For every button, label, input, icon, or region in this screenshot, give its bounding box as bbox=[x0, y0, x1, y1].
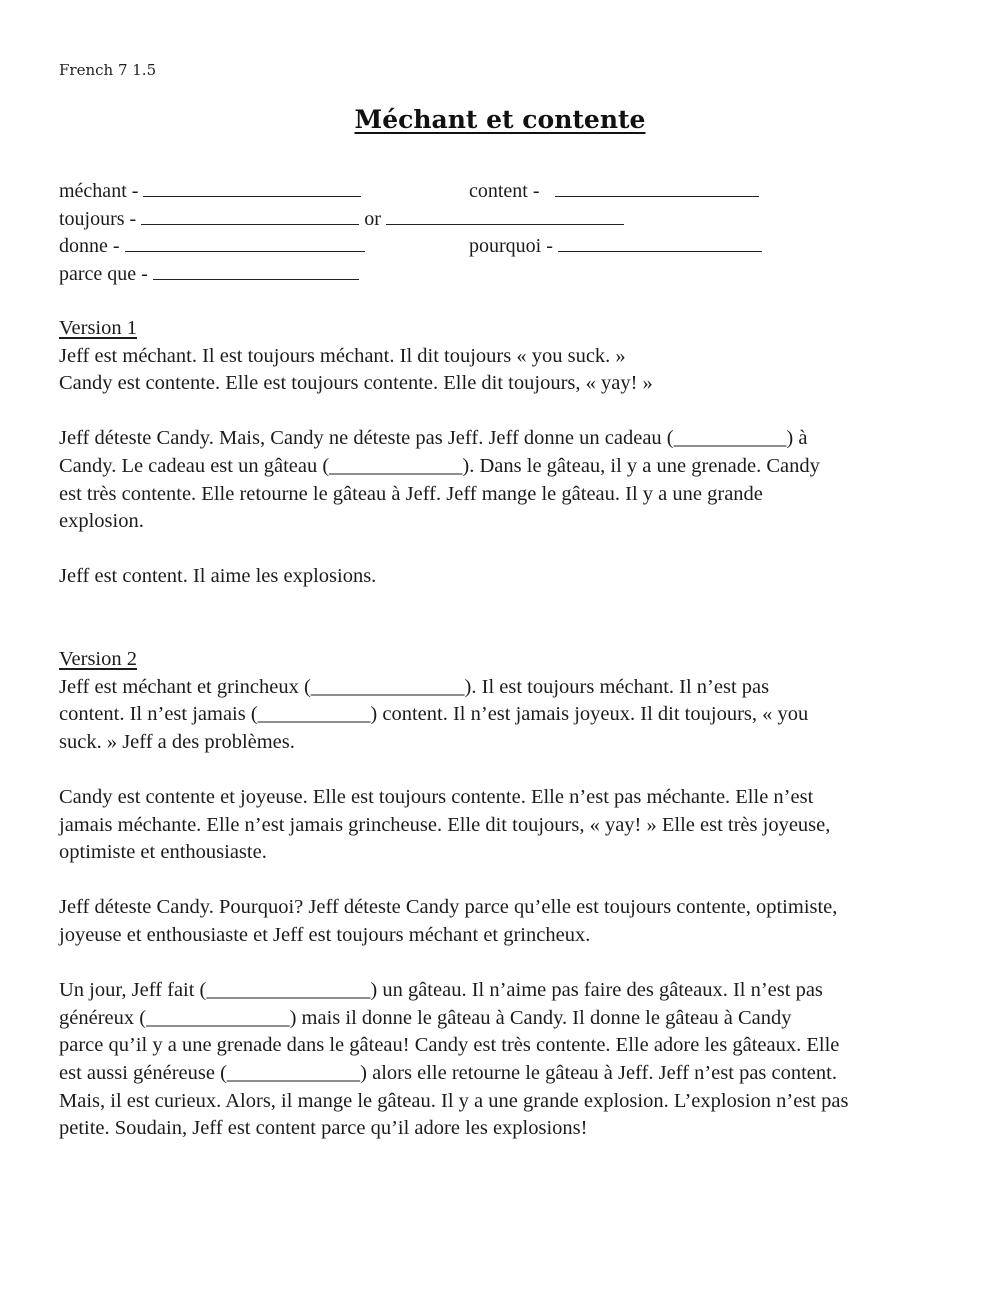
vocab-row bbox=[59, 205, 939, 233]
text-line: explosion. bbox=[59, 510, 144, 533]
vocab-label-parce-que: parce que - bbox=[59, 262, 148, 285]
vocab-row bbox=[59, 232, 939, 260]
vocab-blank-parce-que[interactable] bbox=[153, 260, 359, 280]
text-line: est aussi généreuse (_____________) alors elle retourne le gâteau à Jeff. Jeff n’est pas content. bbox=[59, 1061, 837, 1084]
text-line: content. Il n’est jamais (___________) content. Il n’est jamais joyeux. Il dit toujours, « you bbox=[59, 703, 809, 726]
version-1-heading: Version 1 bbox=[59, 317, 138, 339]
text-line: Jeff est content. Il aime les explosions. bbox=[59, 565, 377, 588]
version-2-paragraph-3 bbox=[59, 894, 949, 949]
vocab-blank-toujours-1[interactable] bbox=[141, 205, 359, 225]
text-line: généreux (______________) mais il donne le gâteau à Candy. Il donne le gâteau à Candy bbox=[59, 1006, 792, 1029]
vocab-blank-donne[interactable] bbox=[125, 232, 365, 252]
text-line: est très contente. Elle retourne le gâteau à Jeff. Jeff mange le gâteau. Il y a une grande bbox=[59, 482, 763, 505]
text-line: Jeff est méchant. Il est toujours méchant. Il dit toujours « you suck. » bbox=[59, 344, 626, 367]
text-line: jamais méchante. Elle n’est jamais grincheuse. Elle dit toujours, « yay! » Elle est très joyeuse, bbox=[59, 813, 831, 836]
version-1-paragraph-2 bbox=[59, 425, 949, 535]
text-line: optimiste et enthousiaste. bbox=[59, 841, 267, 864]
version-1-section bbox=[59, 315, 949, 591]
text-line: petite. Soudain, Jeff est content parce qu’il adore les explosions! bbox=[59, 1117, 588, 1140]
version-2-paragraph-1 bbox=[59, 674, 949, 757]
text-line: Candy est contente. Elle est toujours contente. Elle dit toujours, « yay! » bbox=[59, 372, 653, 395]
text-line: Jeff est méchant et grincheux (_______________). Il est toujours méchant. Il n’est pas bbox=[59, 675, 770, 698]
text-line: Jeff déteste Candy. Mais, Candy ne déteste pas Jeff. Jeff donne un cadeau (___________) à bbox=[59, 427, 808, 450]
version-1-paragraph-1 bbox=[59, 343, 949, 398]
vocab-label-pourquoi: pourquoi - bbox=[469, 235, 553, 257]
text-line: Un jour, Jeff fait (________________) un gâteau. Il n’aime pas faire des gâteaux. Il n’est pas bbox=[59, 979, 823, 1002]
text-line: suck. » Jeff a des problèmes. bbox=[59, 730, 295, 753]
class-label: French 7 1.5 bbox=[59, 61, 157, 79]
version-1-paragraph-3 bbox=[59, 563, 949, 591]
text-line: Candy est contente et joyeuse. Elle est toujours contente. Elle n’est pas méchante. Elle n’est bbox=[59, 785, 814, 808]
text-line: Jeff déteste Candy. Pourquoi? Jeff déteste Candy parce qu’elle est toujours contente, optimiste, bbox=[59, 896, 838, 919]
text-line: joyeuse et enthousiaste et Jeff est toujours méchant et grincheux. bbox=[59, 923, 591, 946]
text-line: parce qu’il y a une grenade dans le gâteau! Candy est très contente. Elle adore les gâteaux. Elle bbox=[59, 1034, 840, 1057]
version-2-paragraph-4 bbox=[59, 977, 949, 1143]
vocab-row bbox=[59, 260, 939, 288]
version-2-section bbox=[59, 646, 949, 1143]
page-title: Méchant et contente bbox=[354, 105, 646, 134]
vocab-label-mechant: méchant - bbox=[59, 180, 139, 202]
vocab-blank-pourquoi[interactable] bbox=[558, 232, 762, 252]
vocab-blank-toujours-2[interactable] bbox=[386, 205, 624, 225]
vocab-blank-content[interactable] bbox=[555, 177, 759, 197]
vocab-row bbox=[59, 177, 939, 205]
vocab-label-content: content - bbox=[469, 180, 540, 202]
vocab-label-toujours: toujours - bbox=[59, 207, 137, 230]
vocabulary-section bbox=[59, 177, 939, 287]
vocab-blank-mechant[interactable] bbox=[143, 177, 361, 197]
vocab-or: or bbox=[364, 207, 381, 230]
vocab-label-donne: donne - bbox=[59, 235, 120, 257]
text-line: Mais, il est curieux. Alors, il mange le gâteau. Il y a une grande explosion. L’explosion n’est pas bbox=[59, 1089, 849, 1112]
version-2-paragraph-2 bbox=[59, 784, 949, 867]
text-line: Candy. Le cadeau est un gâteau (_____________). Dans le gâteau, il y a une grenade. Candy bbox=[59, 454, 820, 477]
version-2-heading: Version 2 bbox=[59, 648, 138, 670]
